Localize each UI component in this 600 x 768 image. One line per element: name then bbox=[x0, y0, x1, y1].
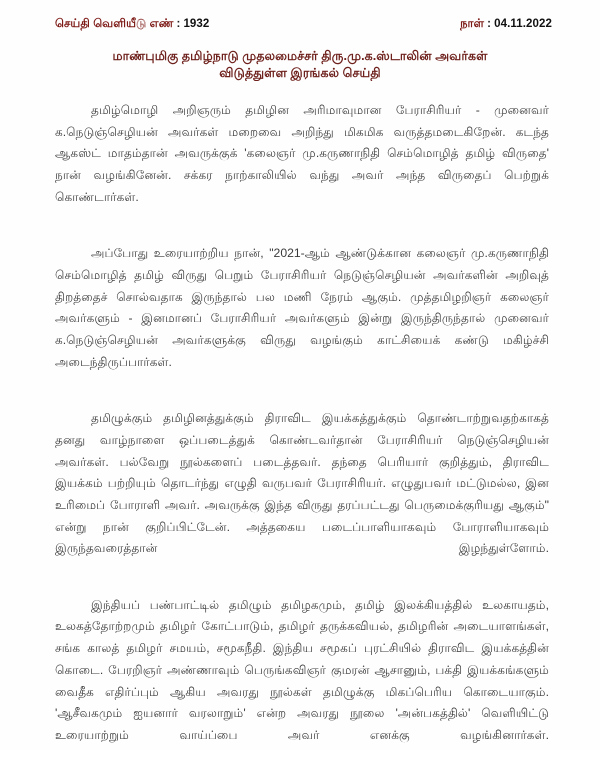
document-meta-row bbox=[55, 18, 552, 32]
body-paragraph: தமிழ்மொழி அறிஞரும் தமிழின அரிமாவுமான பேராசிரியர் - முனைவர் க.நெடுஞ்செழியன் அவர்கள் மறைவை அறிந்து மிகமிக வருத்தமடைகிறேன். கடந்த ஆகஸ்ட் மாதம்தான் அவருக்குக் 'கலைஞர் மு.கருணாநிதி செம்மொழித் தமிழ் விருதை' நான் வழங்கினேன். சக்கர நாற்காலியில் வந்து அவர் அந்த விருதைப் பெற்றுக் கொண்டார்கள். bbox=[55, 103, 549, 204]
release-number-value: 1932 bbox=[183, 18, 210, 30]
page-title-line-2: விடுத்துள்ள இரங்கல் செய்தி bbox=[219, 66, 381, 80]
page-title bbox=[70, 48, 530, 82]
body-paragraph: அப்போது உரையாற்றிய நான், "2021-ஆம் ஆண்டுக்கான கலைஞர் மு.கருணாநிதி செம்மொழித் தமிழ் விருது பெறும் பேராசிரியர் நெடுஞ்செழியன் அவர்களின் அறிவுத் திறத்தைச் சொல்வதாக இருந்தால் பல மணி நேரம் ஆகும். முத்தமிழறிஞர் கலைஞர் அவர்களும் - இனமானப் பேராசிரியர் அவர்களும் இன்று இருந்திருந்தால் முனைவர் க.நெடுஞ்செழியன் அவர்களுக்கு விருது வழங்கும் காட்சியைக் கண்டு மகிழ்ச்சி அடைந்திருப்பார்கள். bbox=[55, 246, 549, 369]
date-value: 04.11.2022 bbox=[494, 18, 552, 30]
release-number-block bbox=[55, 18, 209, 32]
body-paragraph: இந்தியப் பண்பாட்டில் தமிழும் தமிழகமும், தமிழ் இலக்கியத்தில் உலகாயதம், உலகத்தோற்றமும் தமிழர் கோட்பாடும், தமிழர் தருக்கவியல், தமிழரின் அடையாளங்கள், சங்க காலத் தமிழர் சமயம், சமூகநீதி. இந்திய சமூகப் புரட்சியில் திராவிட இயக்கத்தின் கொடை. பேரறிஞர் அண்ணாவும் பெருங்கவிஞர் குமரன் ஆசானும், பக்தி இயக்கங்களும் வைதீக எதிர்ப்பும் ஆகிய அவரது நூல்கள் தமிழுக்கு மிகப்பெரிய கொடையாகும். 'ஆசீவகமும் ஐயனார் வரலாறும்' என்ற அவரது நூலை 'அன்பகத்தில்' வெளியிட்டு உரையாற்றும் வாய்ப்பை அவர் எனக்கு வழங்கினார்கள். bbox=[55, 597, 549, 742]
date-block bbox=[460, 18, 552, 32]
release-number-label: செய்தி வெளியீடு எண் bbox=[55, 18, 174, 30]
date-separator: : bbox=[487, 18, 492, 30]
document-body bbox=[55, 100, 549, 768]
page-title-line-1: மாண்புமிகு தமிழ்நாடு முதலமைச்சர் திரு.மு.க.ஸ்டாலின் அவர்கள் bbox=[112, 49, 488, 63]
body-paragraph: தமிழுக்கும் தமிழினத்துக்கும் திராவிட இயக்கத்துக்கும் தொண்டாற்றுவதற்காகத் தனது வாழ்நாளை ஒப்படைத்துக் கொண்டவர்தான் பேராசிரியர் நெடுஞ்செழியன் அவர்கள். பல்வேறு நூல்களைப் படைத்தவர். தந்தை பெரியார் குறித்தும், திராவிட இயக்கம் பற்றியும் தொடர்ந்து எழுதி வருபவர் பேராசிரியர். எழுதுபவர் மட்டுமல்ல, இன உரிமைப் போராளி அவர். அவருக்கு இந்த விருது தரப்பட்டது பெருமைக்குரியது ஆகும்" என்று நான் குறிப்பிட்டேன். அத்தகைய படைப்பாளியாகவும் போராளியாகவும் இருந்தவரைத்தான் இழந்துள்ளோம். bbox=[55, 411, 549, 556]
date-label: நாள் bbox=[460, 18, 485, 30]
release-number-separator: : bbox=[176, 18, 181, 30]
